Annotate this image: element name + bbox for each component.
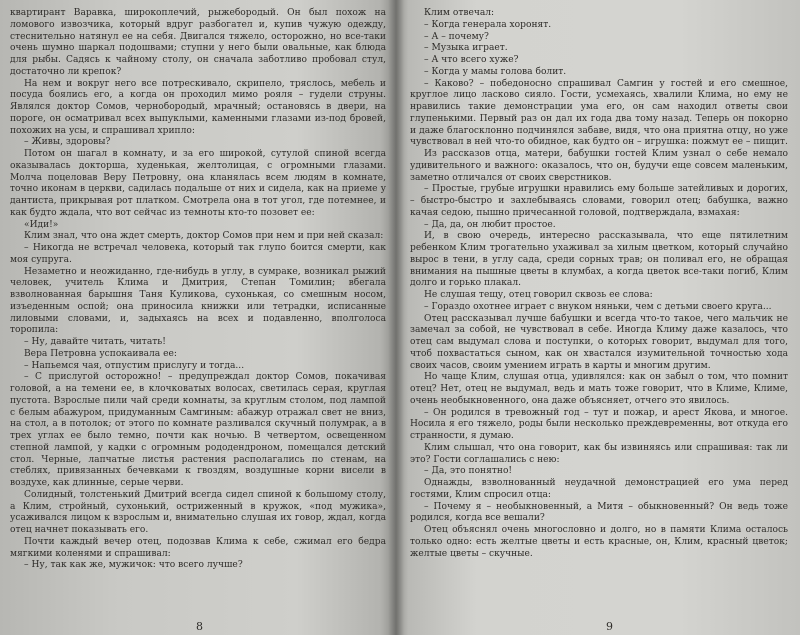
left-page-number: 8 [196,620,203,633]
paragraph: Клим знал, что она ждет смерть, доктор Сомов при нем и при ней сказал: [24,231,384,242]
paragraph: – Почему я – необыкновенный, а Митя – обыкновенный? Он ведь тоже родился, когда все вешали? [410,501,788,524]
paragraph: – Да, да, он любит простое. [424,219,556,230]
paragraph: – Когда у мамы голова болит. [424,66,567,77]
paragraph: – А что всего хуже? [424,55,519,65]
paragraph: – Никогда не встречал человека, который так глупо боится смерти, как моя супруга. [10,243,386,265]
paragraph: Отец объяснял очень многословно и долго, но в памяти Клима осталось только одно: есть желтые цветы и есть красные, он, Клим, красный цветок; желтые цветы – скучные. [410,525,788,559]
left-page [0,0,396,635]
paragraph: И, в свою очередь, интересно рассказывала, что еще пятилетним ребенком Клим трогательно ухаживал за хилым цветком, который случайно вырос в тени, в углу сада, среди сорных трав; он поливал его, не обращая внимания на пышные цветы в клумбах, а когда цветок все-таки погиб, Клим долго и горько плакал. [410,231,788,289]
paragraph: Не слушая тещу, отец говорил сквозь ее слова: [424,290,653,300]
right-page-number: 9 [606,620,613,633]
paragraph: Из рассказов отца, матери, бабушки гостей Клим узнал о себе немало удивительного и важного: оказалось, что он, будучи еще совсем маленьким, заметно отличался от своих сверстников. [410,149,788,183]
paragraph: Вера Петровна успокаивала ее: [24,348,177,359]
paragraph: квартирант Варавка, широкоплечий, рыжебородый. Он был похож на ломового извозчика, который вдруг разбогател и, купив чужую одежду, стеснительно натянул ее на себя. Двигался тяжело, осторожно, но все-таки очень шумно шаркал подошвами; ступни у него были овальные, как блюда для рыбы. Садясь к чайному столу, он сначала заботливо пробовал стул, достаточно ли крепок? [10,8,386,77]
book-gutter [388,0,404,635]
paragraph: Солидный, толстенький Дмитрий всегда сидел спиной к большому столу, а Клим, стройный, сухонький, остриженный в кружок, «под мужика», усаживался лицом к взрослым и, внимательно слушая их говор, ждал, когда отец начнет показывать его. [10,489,386,535]
paragraph: Клим слышал, что она говорит, как бы извиняясь или спрашивая: так ли это? Гости соглашались с нею: [410,442,788,465]
paragraph: На нем и вокруг него все потрескивало, скрипело, тряслось, мебель и посуда боялись его, а когда он проходил мимо рояля – гудели струны. Являлся доктор Сомов, чернобородый, мрачный; остановясь в двери, на пороге, он осматривал всех выпуклыми, каменными глазами из-под бровей, похожих на усы, и спрашивал хрипло: [10,78,386,136]
paragraph: Потом он шагал в комнату, и за его широкой, сутулой спиной всегда оказывалась докторша, худенькая, желтолицая, с огромными глазами. Молча поцеловав Веру Петровну, она кланялась всем людям в комнате, точно иконам в церкви, садилась подальше от них и сидела, как на приеме у дантиста, прикрывая рот платком. Смотрела она в тот угол, где потемнее, и как будто ждала, что вот сейчас из темноты кто-то позовет ее: [10,149,386,218]
paragraph: – Напьемся чая, отпустим прислугу и тогда... [24,360,245,371]
paragraph: «Иди!» [24,219,59,230]
right-page [396,0,800,635]
paragraph: – А – почему? [424,31,489,42]
paragraph: – Ну, так как же, мужичок: что всего лучше? [24,560,243,571]
paragraph: – Гораздо охотнее играет с внуком няньки, чем с детьми своего круга... [424,301,772,312]
paragraph: Однажды, взволнованный неудачной демонстрацией его ума перед гостями, Клим спросил отца: [410,478,788,500]
paragraph: – Музыка играет. [424,43,508,54]
right-page-text [410,8,788,560]
paragraph: Клим отвечал: [424,8,495,18]
paragraph: Незаметно и неожиданно, где-нибудь в углу, в сумраке, возникал рыжий человек, учитель Клима и Дмитрия, Степан Томилин; вбегала взволнованная барышня Таня Куликова, сухонькая, со смешным носом, изъеденным оспой; она приносила книжки или тетрадки, исписанные лиловыми словами, и, задыхаясь на всех и подавленно, вполголоса торопила: [10,266,386,336]
paragraph: Почти каждый вечер отец, подозвав Клима к себе, сжимал его бедра мягкими коленями и спрашивал: [10,536,386,559]
paragraph: Но чаще Клим, слушая отца, удивлялся: как он забыл о том, что помнит отец? Нет, отец не выдумал, ведь и мать тоже говорит, что в Климе, Климе, очень необыкновенного, она даже объясняет, отчего это явилось. [410,372,788,406]
paragraph: – Простые, грубые игрушки нравились ему больше затейливых и дорогих, – быстро-быстро и захлебываясь словами, говорил отец; бабушка, важно качая седою, пышно причесанной головой, подтверждала, взмахая: [410,184,788,218]
paragraph: – Да, это понятно! [424,466,513,477]
paragraph: – С прислугой осторожно! – предупреждал доктор Сомов, покачивая головой, а на темени ее, в клочковатых волосах, светилась серая, круглая пустота. Взрослые пили чай среди комнаты, за круглым столом, под лампой с белым абажуром, придуманным Самгиным: абажур отражал свет не вниз, на стол, а в потолок; от этого по комнате разливался скучный полумрак, а в трех углах ее было темно, почти как ночью. В четвертом, освещенном степной лампой, у кадки с огромным рододендроном, помещался детский стол. Черные, лапчатые листья растения располагались по стенам, на стеблях, привязанных бечевками к гвоздям, воздушные корни висели в воздухе, как длинные, серые черви. [10,372,386,488]
paragraph: – Каково? – победоносно спрашивал Самгин у гостей и его смешное, круглое лицо ласково сияло. Гости, усмехаясь, хвалили Клима, но ему не нравились такие демонстрации ума его, он сам находил ответы свои глупенькими. Первый раз он дал их года два тому назад. Теперь он покорно и даже благосклонно подчинялся забаве, видя, что она приятна отцу, но уже чувствовал в ней что-то обидное, как будто он – игрушка: пожмут ее – пищит. [410,78,788,148]
paragraph: – Когда генерала хоронят. [424,19,552,30]
paragraph: – Он родился в тревожный год – тут и пожар, и арест Якова, и многое. Носила я его тяжело, роды были несколько преждевременны, вот откуда его странности, я думаю. [410,407,788,441]
paragraph: – Живы, здоровы? [24,137,111,148]
paragraph: Отец рассказывал лучше бабушки и всегда что-то такое, чего мальчик не замечал за собой, не чувствовал в себе. Иногда Климу даже казалось, что отец сам выдумал слова и поступки, о которых говорит, выдумал для того, чтоб похвастаться сыном, как он хвастался изумительной точностью хода своих часов, своим умением играть в карты и многим другим. [410,313,788,371]
paragraph: – Ну, давайте читать, читать! [24,337,166,347]
left-page-text [10,8,386,572]
